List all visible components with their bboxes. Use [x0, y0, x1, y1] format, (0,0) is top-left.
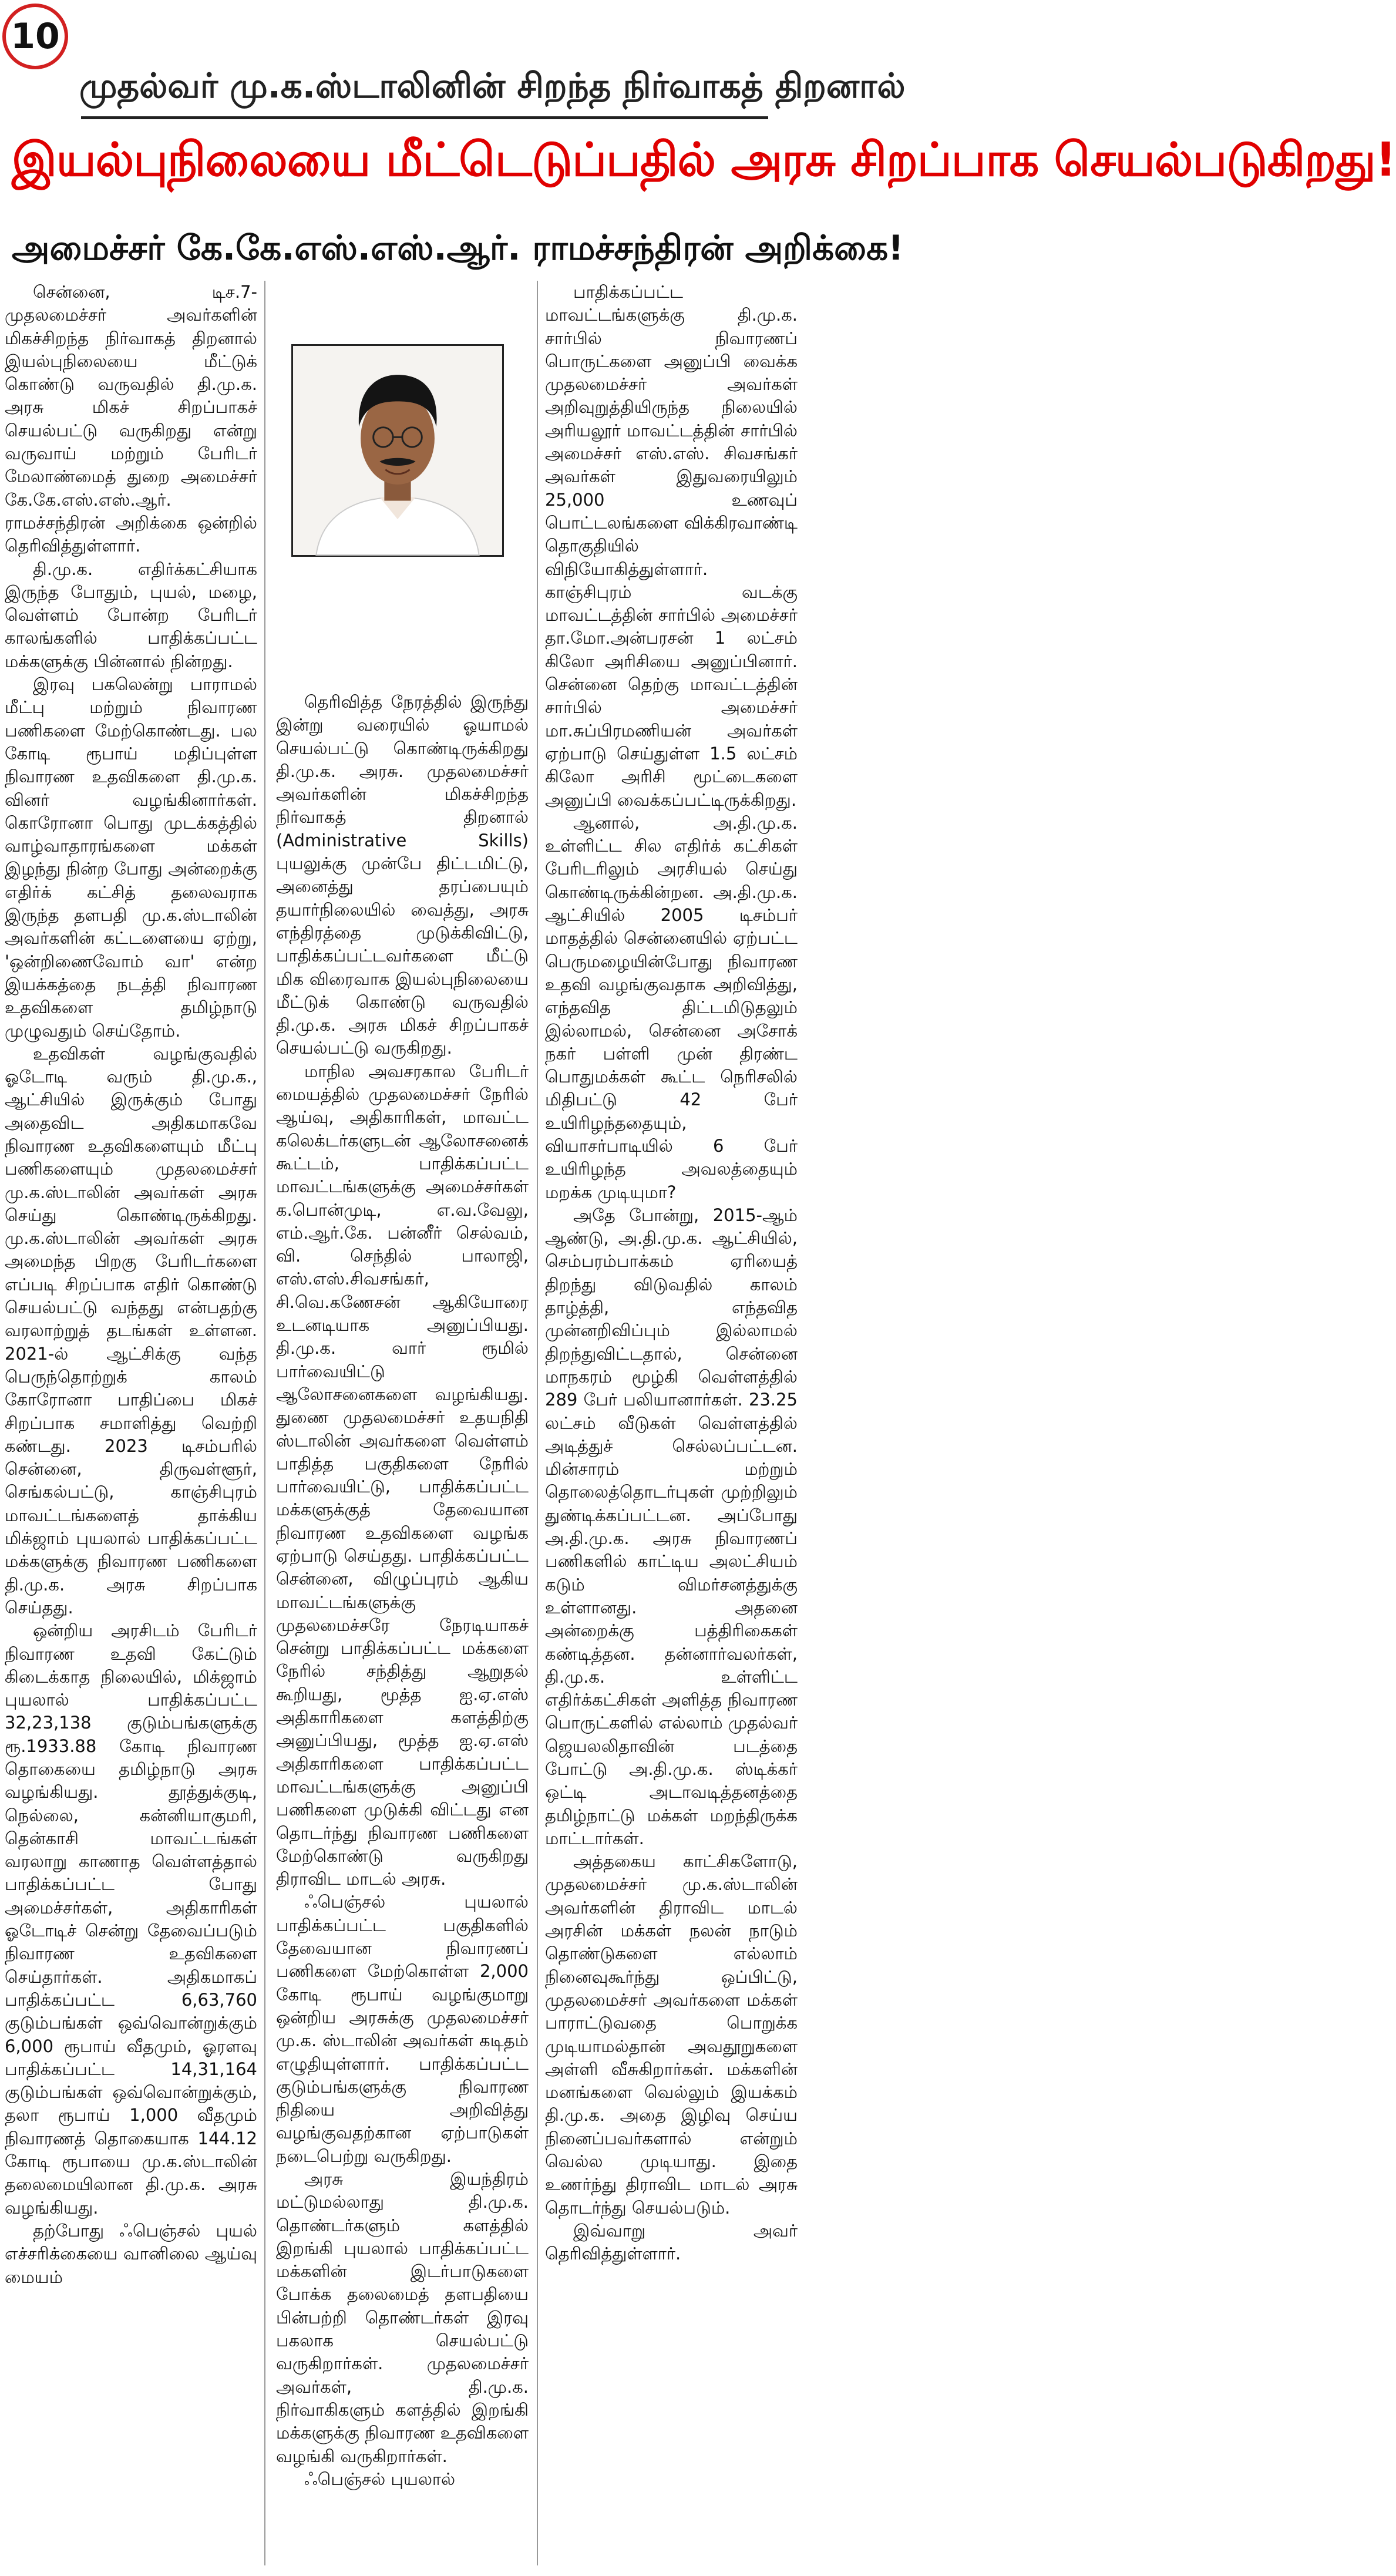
article-paragraph: சென்னை, டிச.7- முதலமைச்சர் அவர்களின் மிகச்சிறந்த நிர்வாகத் திறனால் இயல்புநிலையை மீட்டுக் கொண்டு வருவதில் தி.மு.க. அரசு மிகச் சிறப்பாகச் செயல்பட்டு வருகிறது என்று வருவாய் மற்றும் பேரிடர் மேலாண்மைத் துறை அமைச்சர் கே.கே.எஸ்.எஸ்.ஆர். ராமச்சந்திரன் அறிக்கை ஒன்றில் தெரிவித்துள்ளார்.	[5, 282, 257, 556]
portrait-icon	[293, 346, 502, 555]
column-divider	[264, 281, 265, 2565]
kicker-heading: முதல்வர் மு.க.ஸ்டாலினின் சிறந்த நிர்வாகத் திறனால்	[79, 66, 906, 106]
article-paragraph: ஆனால், அ.தி.மு.க. உள்ளிட்ட சில எதிர்க் கட்சிகள் பேரிடரிலும் அரசியல் செய்து கொண்டிருக்கின்றன. அ.தி.மு.க. ஆட்சியில் 2005 டிசம்பர் மாதத்தில் சென்னையில் ஏற்பட்ட பெருமழையின்போது நிவாரண உதவி வழங்குவதாக அறிவித்து, எந்தவித திட்டமிடுதலும் இல்லாமல், சென்னை அசோக் நகர் பள்ளி முன் திரண்ட பொதுமக்கள் கூட்ட நெரிசலில் மிதிபட்டு 42 பேர் உயிரிழந்ததையும், வியாசர்பாடியில் 6 பேர் உயிரிழந்த அவலத்தையும் மறக்க முடியுமா?	[545, 812, 798, 1202]
article-paragraph: அரசு இயந்திரம் மட்டுமல்லாது தி.மு.க. தொண்டர்களும் களத்தில் இறங்கி புயலால் பாதிக்கப்பட்ட மக்களின் இடர்பாடுகளை போக்க தலைமைத் தளபதியை பின்பற்றி தொண்டர்கள் இரவு பகலாக செயல்பட்டு வருகிறார்கள். முதலமைச்சர் அவர்கள், தி.மு.க. நிர்வாகிகளும் களத்தில் இறங்கி மக்களுக்கு நிவாரண உதவிகளை வழங்கி வருகிறார்கள்.	[276, 2169, 529, 2466]
page-number: 10	[2, 4, 68, 69]
portrait-photo	[291, 344, 504, 557]
article-paragraph: பாதிக்கப்பட்ட மாவட்டங்களுக்கு தி.மு.க. சார்பில் நிவாரணப் பொருட்களை அனுப்பி வைக்க முதலமைச்சர் அவர்கள் அறிவுறுத்தியிருந்த நிலையில் அரியலூர் மாவட்டத்தின் சார்பில் அமைச்சர் எஸ்.எஸ். சிவசங்கர் அவர்கள் இதுவரையிலும் 25,000 உணவுப் பொட்டலங்களை விக்கிரவாண்டி தொகுதியில் விநியோகித்துள்ளார். காஞ்சிபுரம் வடக்கு மாவட்டத்தின் சார்பில் அமைச்சர் தா.மோ.அன்பரசன் 1 லட்சம் கிலோ அரிசியை அனுப்பினார். சென்னை தெற்கு மாவட்டத்தின் சார்பில் அமைச்சர் மா.சுப்பிரமணியன் அவர்கள் ஏற்பாடு செய்துள்ள 1.5 லட்சம் கிலோ அரிசி மூட்டைகளை அனுப்பி வைக்கப்பட்டிருக்கிறது.	[545, 282, 798, 810]
article-column-3	[545, 281, 798, 2266]
sub-headline: அமைச்சர் கே.கே.எஸ்.எஸ்.ஆர். ராமச்சந்திரன் அறிக்கை!	[12, 228, 904, 268]
article-paragraph: தெரிவித்த நேரத்தில் இருந்து இன்று வரையில் ஓயாமல் செயல்பட்டு கொண்டிருக்கிறது தி.மு.க. அரசு. முதலமைச்சர் அவர்களின் மிகச்சிறந்த நிர்வாகத் திறனால் (Administrative Skills) புயலுக்கு முன்பே திட்டமிட்டு, அனைத்து தரப்பையும் தயார்நிலையில் வைத்து, அரசு எந்திரத்தை முடுக்கிவிட்டு, பாதிக்கப்பட்டவர்களை மீட்டு மிக விரைவாக இயல்புநிலையை மீட்டுக் கொண்டு வருவதில் தி.மு.க. அரசு மிகச் சிறப்பாகச் செயல்பட்டு வருகிறது.	[276, 692, 529, 1058]
article-paragraph: மாநில அவசரகால பேரிடர் மையத்தில் முதலமைச்சர் நேரில் ஆய்வு, அதிகாரிகள், மாவட்ட கலெக்டர்களுடன் ஆலோசனைக் கூட்டம், பாதிக்கப்பட்ட மாவட்டங்களுக்கு அமைச்சர்கள் க.பொன்முடி, எ.வ.வேலு, எம்.ஆர்.கே. பன்னீர் செல்வம், வி. செந்தில் பாலாஜி, எஸ்.எஸ்.சிவசங்கர், சி.வெ.கணேசன் ஆகியோரை உடனடியாக அனுப்பியது. தி.மு.க. வார் ரூமில் பார்வையிட்டு ஆலோசனைகளை வழங்கியது. துணை முதலமைச்சர் உதயநிதி ஸ்டாலின் அவர்களை வெள்ளம் பாதித்த பகுதிகளை நேரில் பார்வையிட்டு, பாதிக்கப்பட்ட மக்களுக்குத் தேவையான நிவாரண உதவிகளை வழங்க ஏற்பாடு செய்தது. பாதிக்கப்பட்ட சென்னை, விழுப்புரம் ஆகிய மாவட்டங்களுக்கு முதலமைச்சரே நேரடியாகச் சென்று பாதிக்கப்பட்ட மக்களை நேரில் சந்தித்து ஆறுதல் கூறியது, மூத்த ஐ.ஏ.எஸ் அதிகாரிகளை களத்திற்கு அனுப்பியது, மூத்த ஐ.ஏ.எஸ் அதிகாரிகளை பாதிக்கப்பட்ட மாவட்டங்களுக்கு அனுப்பி பணிகளை முடுக்கி விட்டது என தொடர்ந்து நிவாரண பணிகளை மேற்கொண்டு வருகிறது திராவிட மாடல் அரசு.	[276, 1061, 529, 1889]
article-column-2	[276, 691, 529, 2491]
article-paragraph: இரவு பகலென்று பாராமல் மீட்பு மற்றும் நிவாரண பணிகளை மேற்கொண்டது. பல கோடி ரூபாய் மதிப்புள்ள நிவாரண உதவிகளை தி.மு.க. வினர் வழங்கினார்கள். கொரோனா பொது முடக்கத்தில் வாழ்வாதாரங்களை மக்கள் இழந்து நின்ற போது அன்றைக்கு எதிர்க் கட்சித் தலைவராக இருந்த தளபதி மு.க.ஸ்டாலின் அவர்களின் கட்டளையை ஏற்று, 'ஒன்றிணைவோம் வா' என்ற இயக்கத்தை நடத்தி நிவாரண உதவிகளை தமிழ்நாடு முழுவதும் செய்தோம்.	[5, 674, 257, 1041]
main-headline: இயல்புநிலையை மீட்டெடுப்பதில் அரசு சிறப்பாக செயல்படுகிறது!	[12, 133, 1396, 187]
article-paragraph: ஒன்றிய அரசிடம் பேரிடர் நிவாரண உதவி கேட்டும் கிடைக்காத நிலையில், மிக்ஜாம் புயலால் பாதிக்கப்பட்ட 32,23,138 குடும்பங்களுக்கு ரூ.1933.88 கோடி நிவாரண தொகையை தமிழ்நாடு அரசு வழங்கியது. தூத்துக்குடி, நெல்லை, கன்னியாகுமரி, தென்காசி மாவட்டங்கள் வரலாறு காணாத வெள்ளத்தால் பாதிக்கப்பட்ட போது அமைச்சர்கள், அதிகாரிகள் ஓடோடிச் சென்று தேவைப்படும் நிவாரண உதவிகளை செய்தார்கள். அதிகமாகப் பாதிக்கப்பட்ட 6,63,760 குடும்பங்கள் ஒவ்வொன்றுக்கும் 6,000 ரூபாய் வீதமும், ஓரளவு பாதிக்கப்பட்ட 14,31,164 குடும்பங்கள் ஒவ்வொன்றுக்கும், தலா ரூபாய் 1,000 வீதமும் நிவாரணத் தொகையாக 144.12 கோடி ரூபாயை மு.க.ஸ்டாலின் தலைமையிலான தி.மு.க. அரசு வழங்கியது.	[5, 1620, 257, 2218]
article-paragraph: ஃபெஞ்சல் புயலால் பாதிக்கப்பட்ட பகுதிகளில் தேவையான நிவாரணப் பணிகளை மேற்கொள்ள 2,000 கோடி ரூபாய் வழங்குமாறு ஒன்றிய அரசுக்கு முதலமைச்சர் மு.க. ஸ்டாலின் அவர்கள் கடிதம் எழுதியுள்ளார். பாதிக்கப்பட்ட குடும்பங்களுக்கு நிவாரண நிதியை அறிவித்து வழங்குவதற்கான ஏற்பாடுகள் நடைபெற்று வருகிறது.	[276, 1892, 529, 2166]
article-paragraph: அத்தகைய காட்சிகளோடு, முதலமைச்சர் மு.க.ஸ்டாலின் அவர்களின் திராவிட மாடல் அரசின் மக்கள் நலன் நாடும் தொண்டுகளை எல்லாம் நினைவுகூர்ந்து ஒப்பிட்டு, முதலமைச்சர் அவர்களை மக்கள் பாராட்டுவதை பொறுக்க முடியாமல்தான் அவதூறுகளை அள்ளி வீசுகிறார்கள். மக்களின் மனங்களை வெல்லும் இயக்கம் தி.மு.க. அதை இழிவு செய்ய நினைப்பவர்களால் என்றும் வெல்ல முடியாது. இதை உணர்ந்து திராவிட மாடல் அரசு தொடர்ந்து செயல்படும்.	[545, 1851, 798, 2218]
article-paragraph: தி.மு.க. எதிர்க்கட்சியாக இருந்த போதும், புயல், மழை, வெள்ளம் போன்ற பேரிடர் காலங்களில் பாதிக்கப்பட்ட மக்களுக்கு பின்னால் நின்றது.	[5, 559, 257, 671]
column-divider	[537, 281, 538, 2565]
article-paragraph: ஃபெஞ்சல் புயலால்	[304, 2469, 456, 2489]
article-paragraph: தற்போது ஃபெஞ்சல் புயல் எச்சரிக்கையை வானிலை ஆய்வு மையம்	[5, 2220, 257, 2287]
article-paragraph: அதே போன்று, 2015-ஆம் ஆண்டு, அ.தி.மு.க. ஆட்சியில், செம்பரம்பாக்கம் ஏரியைத் திறந்து விடுவதில் காலம் தாழ்த்தி, எந்தவித முன்னறிவிப்பும் இல்லாமல் திறந்துவிட்டதால், சென்னை மாநகரம் மூழ்கி வெள்ளத்தில் 289 பேர் பலியானார்கள். 23.25 லட்சம் வீடுகள் வெள்ளத்தில் அடித்துச் செல்லப்பட்டன. மின்சாரம் மற்றும் தொலைத்தொடர்புகள் முற்றிலும் துண்டிக்கப்பட்டன. அப்போது அ.தி.மு.க. அரசு நிவாரணப் பணிகளில் காட்டிய அலட்சியம் கடும் விமர்சனத்துக்கு உள்ளானது. அதனை அன்றைக்கு பத்திரிகைகள் கண்டித்தன. தன்னார்வலர்கள், தி.மு.க. உள்ளிட்ட எதிர்க்கட்சிகள் அளித்த நிவாரண பொருட்களில் எல்லாம் முதல்வர் ஜெயலலிதாவின் படத்தை போட்டு அ.தி.மு.க. ஸ்டிக்கர் ஒட்டி அடாவடித்தனத்தை தமிழ்நாட்டு மக்கள் மறந்திருக்க மாட்டார்கள்.	[545, 1205, 798, 1848]
article-paragraph: உதவிகள் வழங்குவதில் ஓடோடி வரும் தி.மு.க., ஆட்சியில் இருக்கும் போது அதைவிட அதிகமாகவே நிவாரண உதவிகளையும் மீட்பு பணிகளையும் முதலமைச்சர் மு.க.ஸ்டாலின் அவர்கள் அரசு செய்து கொண்டிருக்கிறது. மு.க.ஸ்டாலின் அவர்கள் அரசு அமைந்த பிறகு பேரிடர்களை எப்படி சிறப்பாக எதிர் கொண்டு செயல்பட்டு வந்தது என்பதற்கு வரலாற்றுத் தடங்கள் உள்ளன. 2021-ல் ஆட்சிக்கு வந்த பெருந்தொற்றுக் காலம் கோரோனா பாதிப்பை மிகச் சிறப்பாக சமாளித்து வெற்றி கண்டது. 2023 டிசம்பரில் சென்னை, திருவள்ளூர், செங்கல்பட்டு, காஞ்சிபுரம் மாவட்டங்களைத் தாக்கிய மிக்ஜாம் புயலால் பாதிக்கப்பட்ட மக்களுக்கு நிவாரண பணிகளை தி.மு.க. அரசு சிறப்பாக செய்தது.	[5, 1043, 257, 1617]
article-column-1	[5, 281, 257, 2289]
kicker-underline	[81, 116, 768, 119]
article-paragraph: இவ்வாறு அவர் தெரிவித்துள்ளார்.	[545, 2220, 798, 2264]
